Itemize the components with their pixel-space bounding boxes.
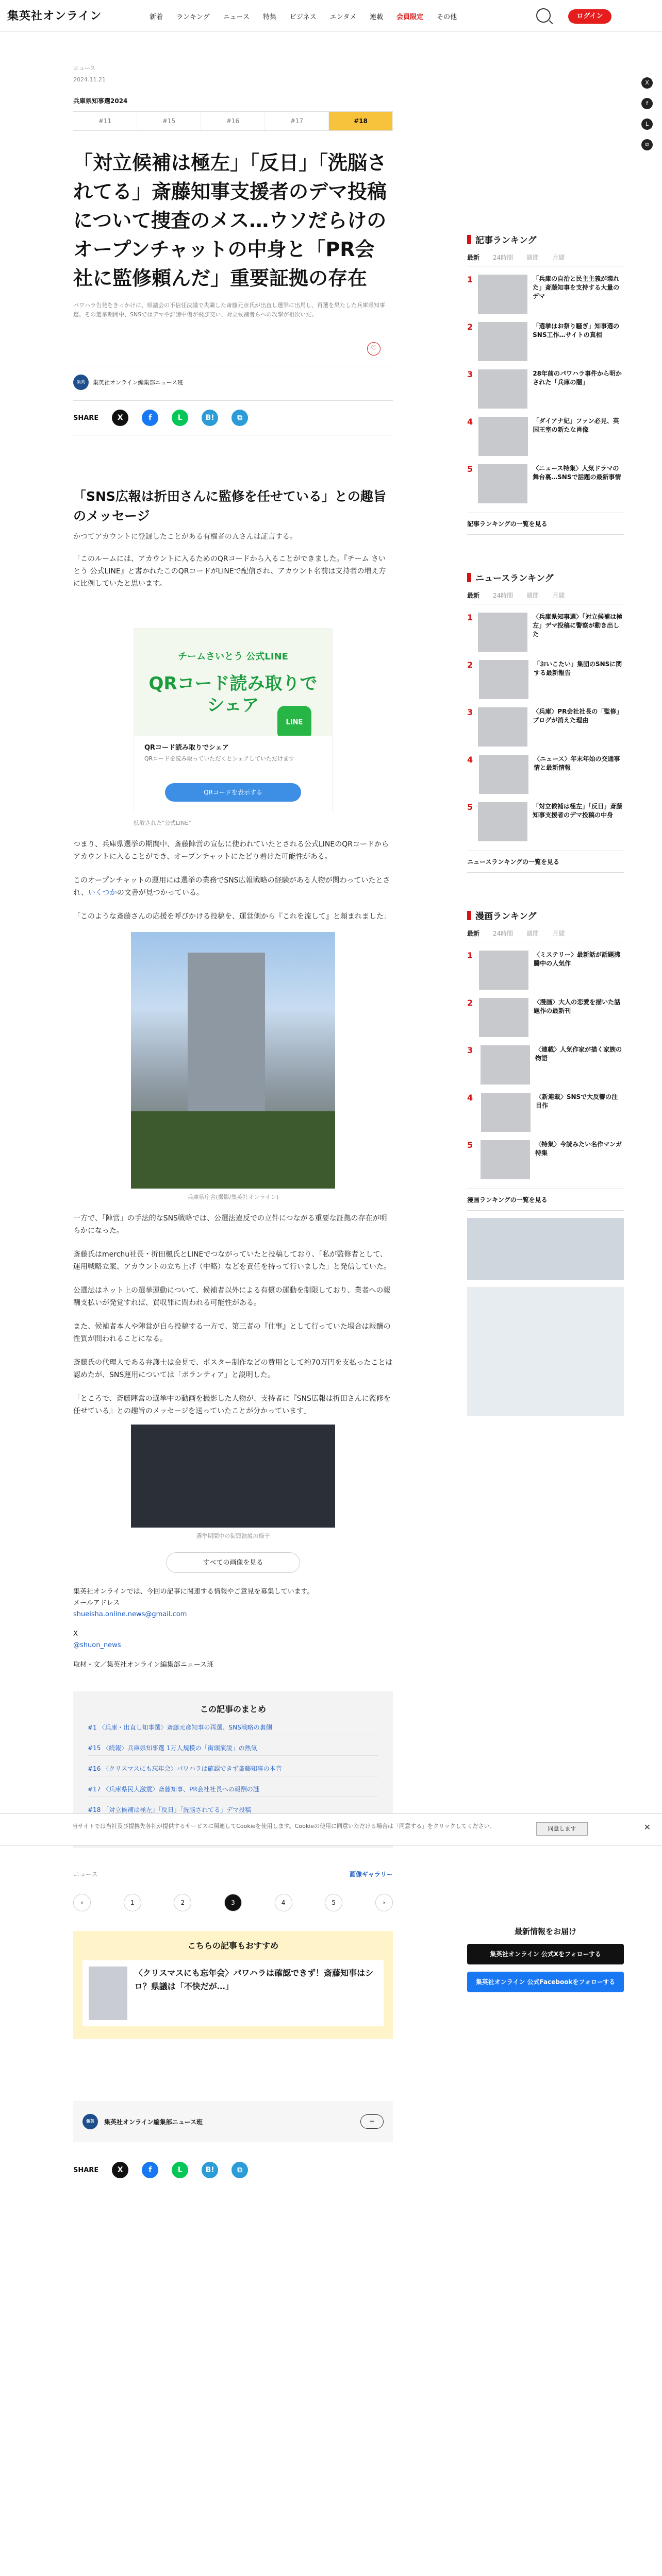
- series-tab[interactable]: #17: [265, 112, 329, 130]
- pagination: [73, 1894, 393, 1911]
- manga-ranking-item[interactable]: 1 〈ミステリー〉最新話が話題沸騰中の人気作: [467, 951, 624, 990]
- cookie-accept-button[interactable]: 同意します: [536, 1822, 588, 1836]
- hatena-share-button[interactable]: B!: [202, 410, 218, 426]
- summary-link[interactable]: #15 〈続報〉兵庫県知事選 1万人規模の「街頭演説」の熱気: [88, 1743, 378, 1756]
- line-share-icon[interactable]: L: [641, 118, 653, 130]
- author-avatar: 集英: [82, 2114, 98, 2129]
- series-tab[interactable]: #11: [73, 112, 137, 130]
- tab-monthly[interactable]: 月間: [552, 254, 565, 261]
- tag-link[interactable]: ニュース: [73, 1871, 98, 1878]
- gallery-link[interactable]: 画像ギャラリー: [349, 1871, 393, 1878]
- news-ranking-title: ニュースランキング: [475, 573, 554, 584]
- nav-item[interactable]: ビジネス: [290, 13, 317, 21]
- manga-ranking-tabs: [467, 929, 624, 942]
- x-label: X: [73, 1630, 78, 1638]
- close-icon[interactable]: ✕: [643, 1822, 651, 1832]
- section-heading: 「SNS広報は折田さんに監修を任せている」との趣旨のメッセージ: [73, 489, 386, 523]
- manga-ranking-heading: [467, 909, 624, 922]
- author-avatar: 集英: [73, 375, 89, 390]
- facebook-share-icon[interactable]: f: [641, 98, 653, 109]
- news-ranking-more-link[interactable]: ニュースランキングの一覧を見る: [467, 851, 624, 873]
- body-paragraph: 一方で、「陣営」の手法的なSNS戦略では、公選法違反での立件につながる重要な証拠の存在が明らかになった。: [73, 1214, 387, 1235]
- recommended-headline: 〈クリスマスにも忘年会〉パワハラは確認できず！斎藤知事はシロ？県議は「不快だが…」: [134, 1968, 374, 1991]
- author-follow-box: [73, 2101, 393, 2142]
- manga-ranking-item[interactable]: 2 〈漫画〉大人の恋愛を描いた話題作の最新刊: [467, 998, 624, 1037]
- heart-icon[interactable]: ♡: [367, 342, 380, 355]
- series-title[interactable]: 兵庫県知事選2024: [73, 97, 128, 105]
- ranking-item[interactable]: 1 「兵庫の自治と民主主義が壊れた」斎藤知事を支持する大量のデマ: [467, 275, 624, 314]
- article-lead: パワハラ告発をきっかけに、県議会の不信任決議で失職した斎藤元彦氏が出直し選挙に出馬し、再選を果たした兵庫県知事選。その選挙期間中、SNSではデマや誹謗中傷が飛び交い、対立候補者らへの攻撃が相次いだ。: [73, 302, 385, 318]
- tab-latest[interactable]: 最新: [467, 930, 480, 937]
- body-paragraph: 斎藤氏はmerchu社長・折田楓氏とLINEでつながっていたと投稿しており、「私が監修者として、運用戦略立案、アカウントの立ち上げ（中略）などを責任を持って行いました」と発信していた。: [73, 1250, 391, 1271]
- ranking-item[interactable]: 5 〈ニュース特集〉人気ドラマの舞台裏…SNSで話題の最新事情: [467, 464, 624, 503]
- email-label: メールアドレス: [73, 1599, 120, 1607]
- copy-link-button[interactable]: ⧉: [231, 410, 248, 426]
- tab-24h[interactable]: 24時間: [493, 930, 514, 937]
- tab-latest[interactable]: 最新: [467, 592, 480, 599]
- facebook-share-button[interactable]: f: [142, 410, 158, 426]
- page-button[interactable]: 2: [174, 1894, 191, 1911]
- news-ranking-tabs: [467, 591, 624, 604]
- recommended-card[interactable]: [82, 1960, 384, 2026]
- follow-area: [467, 1905, 624, 1992]
- summary-link[interactable]: #16 〈クリスマスにも忘年会〉パワハラは確認できず斎藤知事の本音: [88, 1764, 378, 1776]
- nav-item[interactable]: エンタメ: [329, 13, 357, 21]
- hatena-share-button[interactable]: B!: [202, 2162, 218, 2178]
- news-ranking-item[interactable]: 5 「対立候補は極左」「反日」斎藤知事支援者のデマ投稿の中身: [467, 802, 624, 841]
- line-share-button[interactable]: L: [172, 410, 188, 426]
- tab-24h[interactable]: 24時間: [493, 592, 514, 599]
- cookie-text: 当サイトでは当社及び提携先各社が提供するサービスに関連してCookieを使用します。Cookieの使用に同意いただける場合は「同意する」をクリックしてください。: [72, 1823, 495, 1829]
- share-label: SHARE: [73, 414, 99, 422]
- news-ranking-item[interactable]: 2 「おいこたい」集団のSNSに関する最新報告: [467, 660, 624, 699]
- author-row: [73, 366, 393, 390]
- share-label: SHARE: [73, 2166, 99, 2174]
- like-area: [73, 319, 393, 366]
- news-ranking-heading: [467, 571, 624, 584]
- page-button-current[interactable]: 3: [224, 1894, 242, 1911]
- cookie-banner: [0, 1814, 662, 1845]
- site-header: [0, 0, 662, 32]
- byline: 取材・文／集英社オンライン編集部ニュース班: [73, 1661, 213, 1669]
- tag-row: [73, 1870, 393, 1878]
- view-all-images-button[interactable]: すべての画像を見る: [166, 1552, 300, 1573]
- series-tab[interactable]: #15: [137, 112, 201, 130]
- facebook-share-button[interactable]: f: [142, 2162, 158, 2178]
- publish-date: 2024.11.21: [73, 76, 106, 83]
- section-intro: かつてアカウントに登録したことがある有権者のＡさんは証言する。: [73, 533, 297, 541]
- body-text: このオープンチャットの運用には選挙の業務でSNS広報戦略の経験がある人物が関わっていたとされ、: [73, 876, 390, 897]
- follow-button[interactable]: ＋: [360, 2114, 384, 2129]
- body-paragraph: また、候補者本人や陣営が自ら投稿する一方で、第三者の『仕事』として行っていた場合は報酬の性質が問われることになる。: [73, 1323, 391, 1343]
- search-icon[interactable]: [536, 8, 551, 23]
- nav-item-members[interactable]: 会員限定: [396, 13, 424, 21]
- campaign-photo[interactable]: [131, 1425, 335, 1528]
- tab-weekly[interactable]: 週間: [526, 592, 539, 599]
- follow-facebook-button[interactable]: 集英社オンライン 公式Facebookをフォローする: [467, 1972, 624, 1992]
- link-copy-icon[interactable]: ⧉: [641, 139, 653, 150]
- body-paragraph: [73, 874, 393, 899]
- banner-ad[interactable]: [467, 1218, 624, 1280]
- summary-link[interactable]: #18 「対立候補は極左」「反日」「洗脳されてる」デマ投稿: [88, 1805, 378, 1818]
- recommended-thumbnail: [89, 1967, 127, 2020]
- news-ranking-item[interactable]: 4 〈ニュース〉年末年始の交通事情と最新情報: [467, 755, 624, 794]
- ranking-tabs: [467, 253, 624, 266]
- body-paragraph: 「このような斎藤さんの応援を呼びかける投稿を、運営側から『これを流して』と頼まれました」: [73, 912, 391, 921]
- inline-link[interactable]: いくつか: [88, 889, 117, 897]
- x-share-icon[interactable]: X: [641, 77, 653, 89]
- image-caption: 兵庫県庁舎(撮影/集英社オンライン): [187, 1194, 279, 1200]
- article: [73, 32, 393, 2185]
- nav-item[interactable]: 特集: [263, 13, 277, 21]
- login-button[interactable]: ログイン: [568, 9, 611, 24]
- author-name[interactable]: 集英社オンライン編集部ニュース班: [93, 379, 184, 386]
- nav-item[interactable]: 連載: [370, 13, 384, 21]
- qr-top-text: チームさいとう 公式LINE: [178, 651, 288, 662]
- qr-headline: QRコード読み取りでシェア: [148, 673, 318, 716]
- ranking-item[interactable]: 2 「選挙はお祭り騒ぎ」知事選のSNS工作…サイトの真相: [467, 322, 624, 361]
- qr-box: [134, 736, 332, 814]
- news-ranking-item[interactable]: 1 〈兵庫県知事選〉「対立候補は極左」デマ投稿に警察が動き出した: [467, 613, 624, 652]
- site-logo[interactable]: 集英社オンライン: [7, 10, 102, 23]
- tab-monthly[interactable]: 月間: [552, 930, 565, 937]
- recommended-box: [73, 1931, 393, 2039]
- line-share-button[interactable]: L: [172, 2162, 188, 2178]
- body-paragraph: 「ところで、斎藤陣営の選挙中の動画を撮影した人物が、支持者に『SNS広報は折田さんに監修を任せている』との趣旨のメッセージを送っていたことが分かっています」: [73, 1395, 391, 1415]
- main-nav: [150, 11, 457, 21]
- line-qr-image: [134, 628, 333, 814]
- qr-box-text: QRコードを読み取っていただくとシェアしていただけます: [144, 755, 295, 762]
- summary-title: この記事のまとめ: [200, 1704, 266, 1714]
- summary-link[interactable]: #17 〈兵庫県民大激震〉斎藤知事、PR会社社長への報酬の謎: [88, 1785, 378, 1797]
- tab-weekly[interactable]: 週間: [526, 254, 539, 261]
- share-bar: [73, 400, 393, 435]
- manga-ranking-title: 漫画ランキング: [475, 911, 537, 922]
- info-request-text: 集英社オンラインでは、今回の記事に関連する情報やご意見を募集しています。: [73, 1588, 314, 1596]
- tab-24h[interactable]: 24時間: [493, 254, 514, 261]
- x-account-link[interactable]: @shuon_news: [73, 1641, 121, 1649]
- nav-item[interactable]: その他: [437, 13, 457, 21]
- series-pager: [73, 111, 393, 131]
- breadcrumb[interactable]: ニュース: [73, 65, 96, 72]
- prefectural-office-photo[interactable]: [131, 932, 335, 1189]
- banner-ad[interactable]: [467, 1287, 624, 1416]
- manga-ranking-item[interactable]: 4 〈新連載〉SNSで大反響の注目作: [467, 1093, 624, 1132]
- line-logo-icon: LINE: [277, 706, 311, 740]
- manga-ranking-item[interactable]: 5 〈特集〉今読みたい名作マンガ特集: [467, 1140, 624, 1179]
- follow-x-button[interactable]: 集英社オンライン 公式Xをフォローする: [467, 1944, 624, 1964]
- manga-ranking-item[interactable]: 3 〈連載〉人気作家が描く家族の物語: [467, 1045, 624, 1084]
- share-bar-bottom: [73, 2155, 393, 2185]
- body-paragraph: 斎藤氏の代理人である弁護士は会見で、ポスター制作などの費用として約70万円を支払ったことは認めたが、SNS運用については「ボランティア」と説明した。: [73, 1359, 393, 1379]
- image-caption: 拡散された"公式LINE": [134, 820, 191, 826]
- body-paragraph: つまり、兵庫県選挙の期間中、斎藤陣営の宣伝に使われていたとされる公式LINEのQRコードからアカウントに入ることができ、オープンチャットにたどり着けた可能性がある。: [73, 840, 389, 861]
- page-button[interactable]: 4: [275, 1894, 292, 1911]
- nav-item[interactable]: 新着: [150, 13, 163, 21]
- recommended-title: こちらの記事もおすすめ: [187, 1941, 279, 1951]
- tab-latest[interactable]: 最新: [467, 254, 480, 261]
- image-caption: 選挙期間中の街頭演説の様子: [196, 1533, 270, 1539]
- body-paragraph: 公選法はネット上の選挙運動について、候補者以外による有償の運動を制限しており、業者への報酬支払いが発覚すれば、買収罪に問われる可能性がある。: [73, 1286, 391, 1307]
- tab-weekly[interactable]: 週間: [526, 930, 539, 937]
- tab-monthly[interactable]: 月間: [552, 592, 565, 599]
- author-name[interactable]: 集英社オンライン編集部ニュース班: [104, 2118, 203, 2126]
- follow-title: 最新情報をお届け: [514, 1927, 576, 1936]
- summary-link[interactable]: #1 〈兵庫・出直し知事選〉斎藤元彦知事の再選、SNS戦略の裏側: [88, 1723, 378, 1735]
- body-text: の文書が見つかっている。: [117, 889, 204, 897]
- manga-ranking-more-link[interactable]: 漫画ランキングの一覧を見る: [467, 1189, 624, 1211]
- series-tab[interactable]: #16: [201, 112, 265, 130]
- next-page-button[interactable]: ›: [375, 1894, 393, 1911]
- series-tab-current[interactable]: #18: [329, 112, 393, 130]
- floating-share: [641, 77, 654, 150]
- ranking-item[interactable]: 3 28年前のパワハラ事件から明かされた「兵庫の闇」: [467, 369, 624, 409]
- copy-link-button[interactable]: ⧉: [231, 2162, 248, 2178]
- email-link[interactable]: shueisha.online.news@gmail.com: [73, 1611, 187, 1618]
- qr-box-heading: QRコード読み取りでシェア: [144, 744, 229, 752]
- x-share-button[interactable]: X: [112, 410, 128, 426]
- nav-item[interactable]: ニュース: [223, 13, 250, 21]
- page-button[interactable]: 1: [124, 1894, 141, 1911]
- page-button[interactable]: 5: [325, 1894, 342, 1911]
- body-paragraph: 「このルームには、アカウントに入るためのQRコードから入ることができました。『チーム さいとう 公式LINE』と書かれたこのQRコードがLINEで配信され、アカウント名前は支持者の増え方に比例していたと思います。: [73, 555, 386, 588]
- news-ranking-item[interactable]: 3 〈兵庫〉PR会社社長の「監修」ブログが消えた理由: [467, 707, 624, 747]
- info-request: [73, 1586, 393, 1671]
- qr-show-button: QRコードを表示する: [165, 783, 301, 802]
- x-share-button[interactable]: X: [112, 2162, 128, 2178]
- article-title: 「対立候補は極左」「反日」「洗脳されてる」斎藤知事支援者のデマ投稿について捜査のメス…ウソだらけのオープンチャットの中身と「PR会社に監修頼んだ」重要証拠の存在: [73, 151, 387, 290]
- ranking-item[interactable]: 4 「ダイアナ妃」ファン必見、英国王室の新たな肖像: [467, 417, 624, 456]
- nav-item[interactable]: ランキング: [176, 13, 210, 21]
- ranking-more-link[interactable]: 記事ランキングの一覧を見る: [467, 513, 624, 535]
- ranking-heading: [467, 233, 624, 246]
- prev-page-button[interactable]: ‹: [73, 1894, 91, 1911]
- ranking-title: 記事ランキング: [475, 235, 537, 246]
